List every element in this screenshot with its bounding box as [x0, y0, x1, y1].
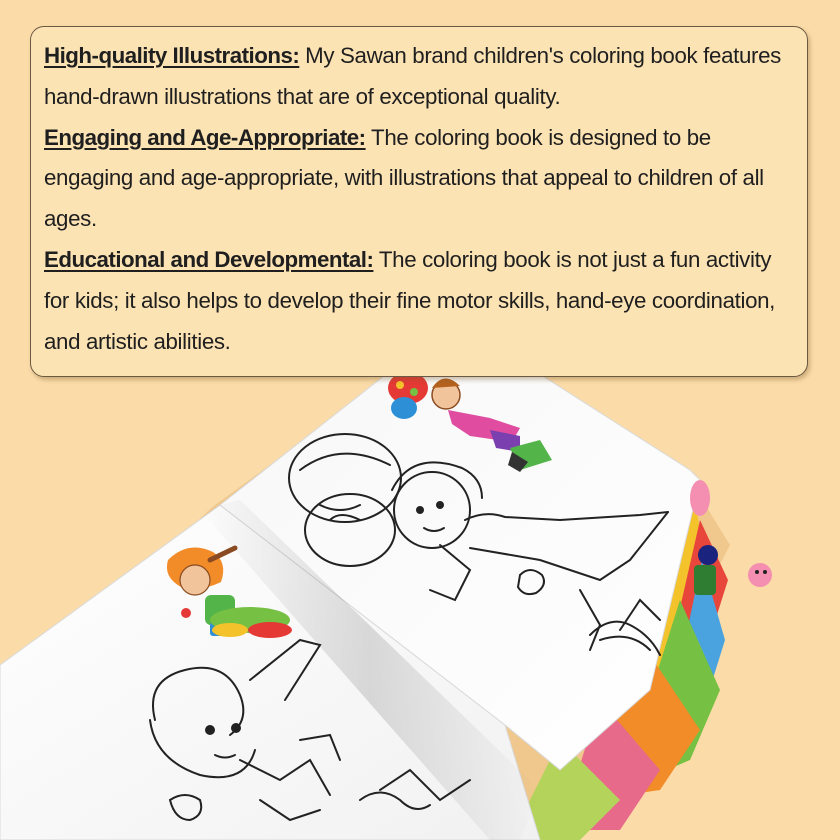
- feature-heading: High-quality Illustrations:: [44, 43, 300, 68]
- feature-item: [44, 36, 793, 118]
- features-panel: [30, 26, 808, 377]
- feature-heading: Engaging and Age-Appropriate:: [44, 124, 366, 150]
- feature-item: [44, 118, 793, 240]
- feature-heading: Educational and Developmental:: [44, 246, 374, 272]
- feature-text: My Sawan brand children's coloring book features hand-drawn illustrations that are of exceptional quality.: [44, 43, 781, 109]
- feature-item: [44, 240, 793, 362]
- feature-text: The coloring book is designed to be engaging and age-appropriate, with illustrations that appeal to children of all ages.: [44, 124, 764, 232]
- feature-text: The coloring book is not just a fun activity for kids; it also helps to develop their fine motor skills, hand-eye coordination, and artistic abilities.: [44, 246, 776, 354]
